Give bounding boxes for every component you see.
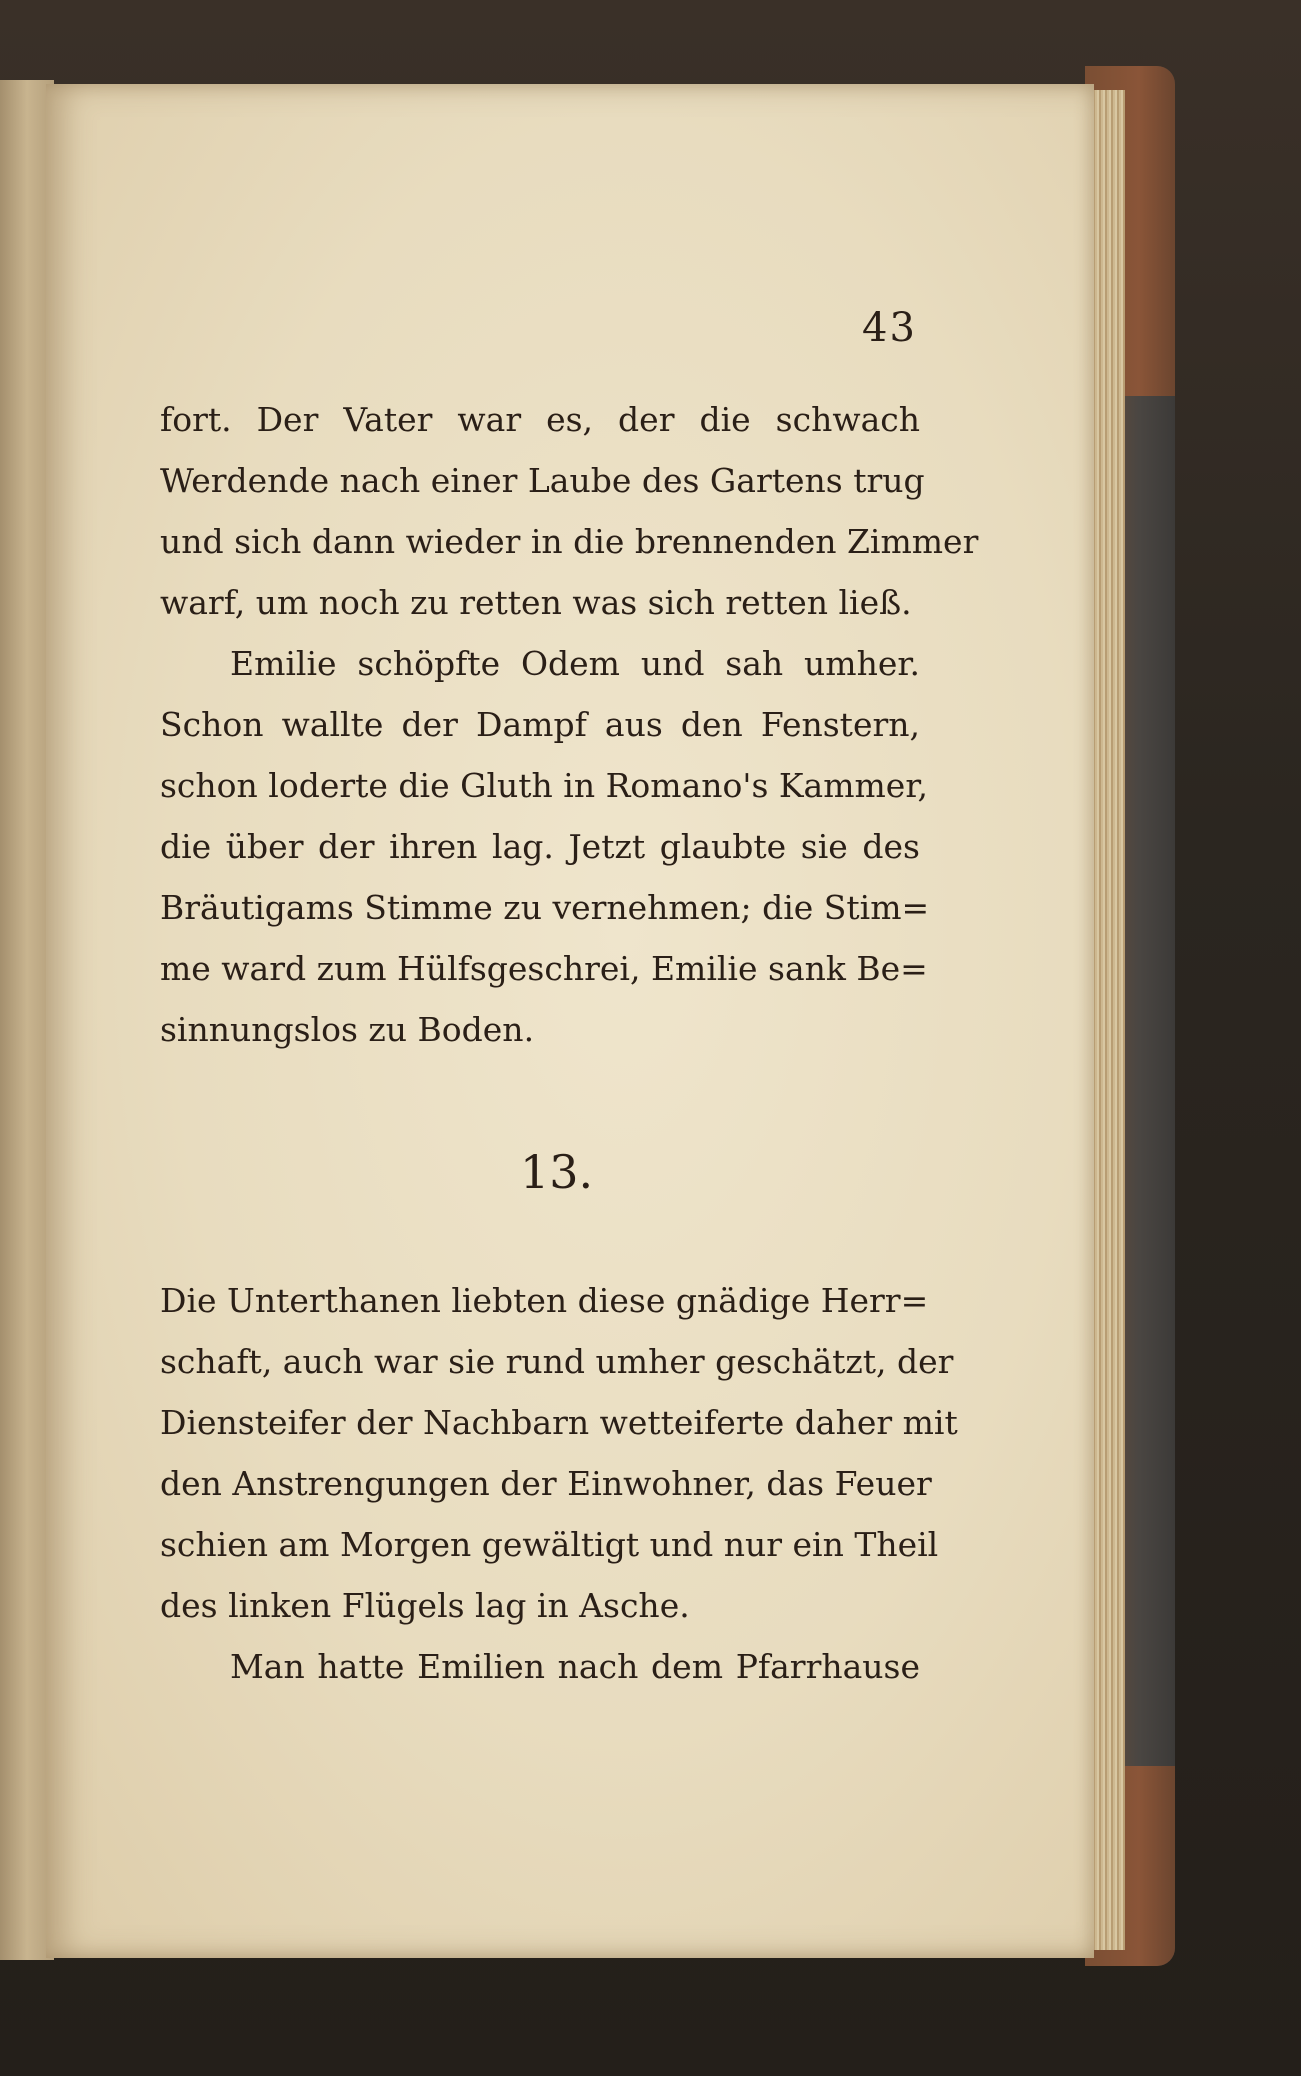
text-line: schon loderte die Gluth in Romano's Kammer,: [160, 766, 928, 805]
text-line: Man hatte Emilien nach dem Pfarrhause: [230, 1647, 920, 1686]
text-line: den Anstrengungen der Einwohner, das Feuer: [160, 1464, 932, 1503]
text-line: Emilie schöpfte Odem und sah umher.: [230, 644, 920, 683]
paragraph-1: [160, 389, 979, 1060]
text-line: me ward zum Hülfsgeschrei, Emilie sank Be=: [160, 949, 928, 988]
text-line: die über der ihren lag. Jetzt glaubte sie des: [160, 827, 920, 866]
text-line: Bräutigams Stimme zu vernehmen; die Stim=: [160, 888, 930, 927]
text-line: warf, um noch zu retten was sich retten ließ.: [160, 583, 912, 622]
text-line: Die Unterthanen liebten diese gnädige Herr=: [160, 1281, 929, 1320]
text-line: fort. Der Vater war es, der die schwach: [160, 400, 920, 439]
text-line: schien am Morgen gewältigt und nur ein Theil: [160, 1525, 939, 1564]
text-line: und sich dann wieder in die brennenden Zimmer: [160, 522, 979, 561]
text-line: Diensteifer der Nachbarn wetteiferte daher mit: [160, 1403, 958, 1442]
page-number: 43: [862, 305, 917, 351]
chapter-number: 13.: [520, 1145, 594, 1199]
text-line: des linken Flügels lag in Asche.: [160, 1586, 690, 1625]
text-line: Schon wallte der Dampf aus den Fenstern,: [160, 705, 920, 744]
text-line: sinnungslos zu Boden.: [160, 1010, 535, 1049]
paragraph-2: [160, 1270, 958, 1697]
text-line: Werdende nach einer Laube des Gartens trug: [160, 461, 925, 500]
text-line: schaft, auch war sie rund umher geschätzt, der: [160, 1342, 954, 1381]
